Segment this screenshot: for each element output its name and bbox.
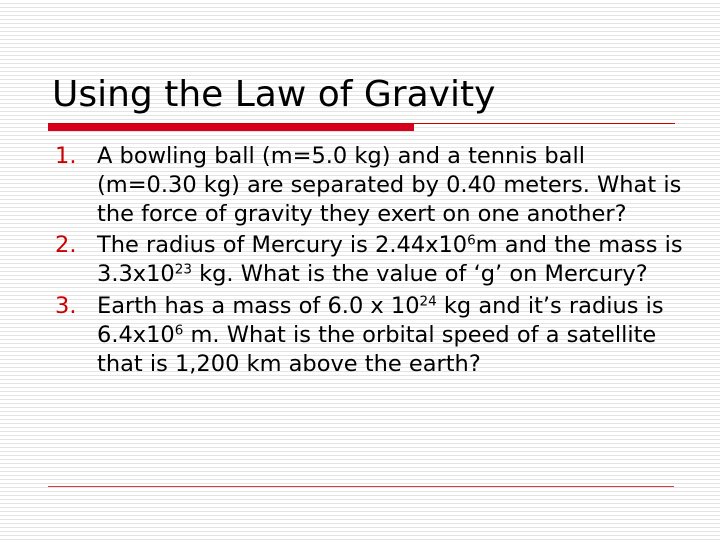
question-text-segment: Earth has a mass of 6.0 x 10 [97, 292, 420, 319]
question-number: 2. [55, 232, 77, 259]
question-item-3 [55, 292, 685, 379]
title-underline-accent [48, 124, 414, 131]
question-number: 1. [55, 143, 77, 169]
exponent: 6 [467, 232, 476, 249]
question-item-1 [55, 142, 685, 229]
footer-rule [48, 486, 674, 487]
question-text-segment: m and the mass is 3.3x10 [97, 232, 683, 288]
question-list [55, 142, 685, 381]
question-number: 3. [55, 292, 77, 319]
slide-title: Using the Law of Gravity [52, 74, 496, 115]
exponent: 23 [174, 261, 192, 278]
question-text [97, 143, 681, 227]
exponent: 24 [419, 293, 437, 310]
question-text [97, 293, 664, 377]
question-text-segment: A bowling ball (m=5.0 kg) and a tennis ball (m=0.30 kg) are separated by 0.40 meters. What is the force of gravity they exert on one another? [97, 143, 682, 227]
question-text-segment: kg and it’s radius is 6.4x10 [97, 292, 664, 348]
question-text-segment: m. What is the orbital speed of a satellite that is 1,200 km above the earth? [97, 321, 657, 377]
exponent: 6 [174, 322, 184, 339]
question-item-2 [55, 231, 685, 289]
question-text [97, 232, 683, 287]
question-text-segment: The radius of Mercury is 2.44x10 [97, 232, 468, 259]
question-text-segment: kg. What is the value of ‘g’ on Mercury? [191, 261, 648, 288]
